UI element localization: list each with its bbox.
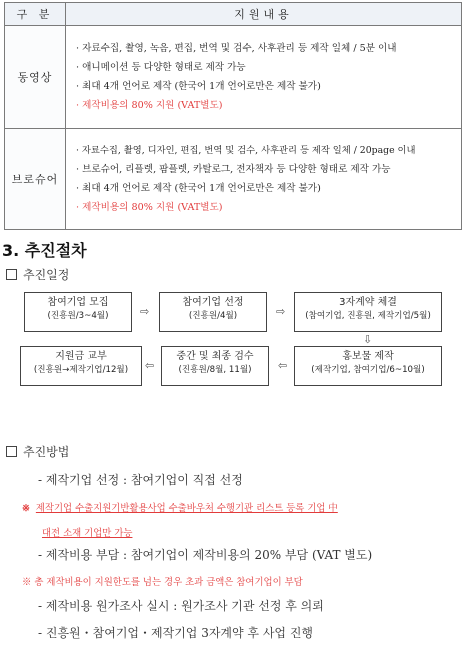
list-item: · 최대 4개 언어로 제작 (한국어 1개 언어로만은 제작 불가) (76, 183, 321, 194)
flow-step-sub: (제작기업, 참여기업/6~10월) (311, 365, 425, 375)
flow-step-title: 지원금 교부 (55, 351, 107, 362)
method-line-contract: - 진흥원・참여기업・제작기업 3자계약 후 사업 진행 (38, 626, 314, 640)
flow-step-title: 3자계약 체결 (339, 297, 397, 308)
flow-step-inspection (161, 346, 269, 386)
list-item: · 브로슈어, 리플렛, 팜플렛, 카탈로그, 전자책자 등 다양한 형태로 제작 가능 (76, 164, 391, 175)
support-table (4, 2, 462, 230)
flow-step-sub: (진흥원/8월, 11월) (178, 365, 252, 375)
table-row (5, 129, 462, 230)
method-note-2: ※ 총 제작비용이 지원한도를 넘는 경우 초과 금액은 참여기업이 부담 (22, 577, 303, 588)
method-note-1 (22, 500, 338, 514)
note-mark: ※ (22, 503, 30, 514)
arrow-down-icon: ⇩ (363, 333, 373, 346)
flow-step-contract (294, 292, 442, 332)
list-item-highlight: · 제작비용의 80% 지원 (VAT별도) (76, 202, 223, 213)
flow-step-sub: (진흥원/3~4월) (47, 311, 109, 321)
list-item: · 자료수집, 촬영, 녹음, 편집, 번역 및 검수, 사후관리 등 제작 일체 / 5분 이내 (76, 43, 397, 54)
method-line-cost: - 제작비용 부담 : 참여기업이 제작비용의 20% 부담 (VAT 별도) (38, 548, 373, 562)
flow-step-select (159, 292, 267, 332)
flow-step-sub: (진흥원→제작기업/12월) (33, 365, 129, 375)
checkbox-square-icon (6, 269, 17, 280)
flow-step-title: 중간 및 최종 검수 (176, 351, 254, 362)
section-title: 3. 추진절차 (2, 241, 87, 260)
list-item: · 최대 4개 언어로 제작 (한국어 1개 언어로만은 제작 불가) (76, 81, 321, 92)
arrow-left-icon: ⇦ (278, 359, 288, 372)
table-header-row (5, 3, 462, 26)
flow-step-title: 참여기업 모집 (47, 297, 109, 308)
category-brochure: 브로슈어 (5, 129, 66, 230)
note-text: 대전 소재 기업만 가능 (42, 528, 133, 539)
flow-step-payment (20, 346, 142, 386)
header-content: 지원내용 (66, 3, 462, 26)
flow-step-recruit (24, 292, 132, 332)
flow-step-sub: (진흥원/4월) (188, 311, 238, 321)
list-item: · 애니메이션 등 다양한 형태로 제작 가능 (76, 62, 246, 73)
arrow-right-icon: ⇨ (140, 305, 150, 318)
table-row (5, 26, 462, 129)
brochure-items (66, 129, 462, 230)
arrow-left-icon: ⇦ (145, 359, 155, 372)
method-label: 추진방법 (23, 445, 70, 459)
schedule-label: 추진일정 (23, 268, 70, 282)
note-text: 제작기업 수출지원기반활용사업 수출바우처 수행기관 리스트 등록 기업 中 (35, 503, 338, 514)
checkbox-square-icon (6, 446, 17, 457)
method-line-survey: - 제작비용 원가조사 실시 : 원가조사 기관 선정 후 의뢰 (38, 599, 324, 613)
flow-step-title: 홍보물 제작 (342, 351, 394, 362)
flow-step-sub: (참여기업, 진흥원, 제작기업/5월) (305, 311, 431, 321)
method-note-1b (42, 525, 132, 539)
flow-step-title: 참여기업 선정 (182, 297, 244, 308)
schedule-heading (6, 266, 69, 283)
header-category: 구 분 (5, 3, 66, 26)
arrow-right-icon: ⇨ (276, 305, 286, 318)
flow-step-production (294, 346, 442, 386)
list-item: · 자료수집, 촬영, 디자인, 편집, 번역 및 검수, 사후관리 등 제작 일체 / 20page 이내 (76, 145, 416, 156)
category-video: 동영상 (5, 26, 66, 129)
list-item-highlight: · 제작비용의 80% 지원 (VAT별도) (76, 100, 223, 111)
method-line-select: - 제작기업 선정 : 참여기업이 직접 선정 (38, 473, 243, 487)
video-items (66, 26, 462, 129)
method-heading (6, 443, 69, 460)
